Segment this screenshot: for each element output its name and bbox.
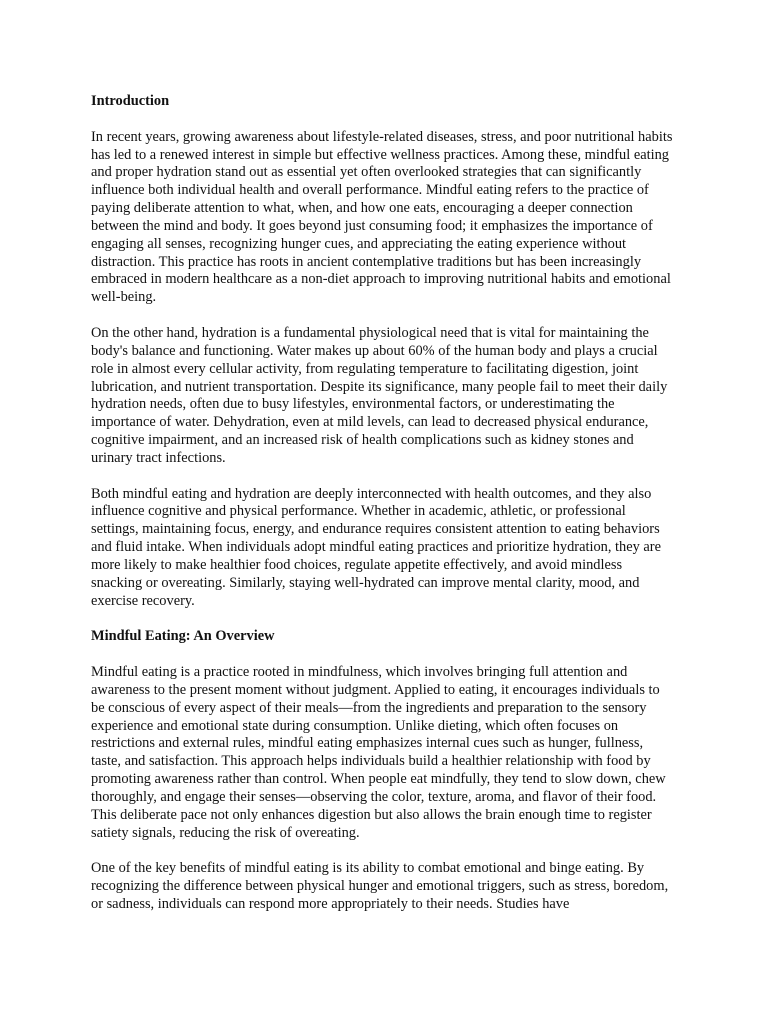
body-paragraph: In recent years, growing awareness about lifestyle-related diseases, stress, and poor nutritional habits has led to a renewed interest in simple but effective wellness practices. Among these, mindful eating and proper hydration stand out as essential yet often overlooked strategies that can significantly influence both individual health and overall performance. Mindful eating refers to the practice of paying deliberate attention to what, when, and how one eats, encouraging a deeper connection between the mind and body. It goes beyond just consuming food; it emphasizes the importance of engaging all senses, recognizing hunger cues, and appreciating the eating experience without distraction. This practice has roots in ancient contemplative traditions but has been increasingly embraced in modern healthcare as a non-diet approach to improving nutritional habits and emotional well-being. [91,128,673,306]
section-heading: Mindful Eating: An Overview [91,628,275,645]
body-paragraph: One of the key benefits of mindful eating is its ability to combat emotional and binge eating. By recognizing the difference between physical hunger and emotional triggers, such as stress, boredom, or sadness, individuals can respond more appropriately to their needs. Studies have [91,860,669,912]
section-heading: Introduction [91,93,170,109]
body-paragraph: Mindful eating is a practice rooted in mindfulness, which involves bringing full attention and awareness to the present moment without judgment. Applied to eating, it encourages individuals to be conscious of every aspect of their meals—from the ingredients and preparation to the sensory experience and emotional state during consumption. Unlike dieting, which often focuses on restrictions and external rules, mindful eating emphasizes internal cues such as hunger, fullness, taste, and satisfaction. This approach helps individuals build a healthier relationship with food by promoting awareness rather than control. When people eat mindfully, they tend to slow down, chew thoroughly, and engage their senses—observing the color, texture, aroma, and flavor of their food. This deliberate pace not only enhances digestion but also allows the brain enough time to register satiety signals, reducing the risk of overeating. [91,664,666,841]
paragraph-spacer [91,307,676,325]
paragraph-spacer [91,111,676,129]
paragraph-spacer [91,468,676,486]
body-paragraph: On the other hand, hydration is a fundamental physiological need that is vital for maintaining the body's balance and functioning. Water makes up about 60% of the human body and plays a crucial role in almost every cellular activity, from regulating temperature to facilitating digestion, joint lubrication, and nutrient transportation. Despite its significance, many people fail to meet their daily hydration needs, often due to busy lifestyles, environmental factors, or underestimating the importance of water. Dehydration, even at mild levels, can lead to decreased physical endurance, cognitive impairment, and an increased risk of health complications such as kidney stones and urinary tract infections. [91,324,668,466]
paragraph-spacer [91,842,676,860]
paragraph-spacer [91,610,676,628]
body-paragraph: Both mindful eating and hydration are deeply interconnected with health outcomes, and they also influence cognitive and physical performance. Whether in academic, athletic, or professional settings, maintaining focus, energy, and endurance requires consistent attention to eating behaviors and fluid intake. When individuals adopt mindful eating practices and prioritize hydration, they are more likely to make healthier food choices, regulate appetite effectively, and avoid mindless snacking or overeating. Similarly, staying well-hydrated can improve mental clarity, mood, and exercise recovery. [91,485,661,609]
paragraph-spacer [91,646,676,664]
